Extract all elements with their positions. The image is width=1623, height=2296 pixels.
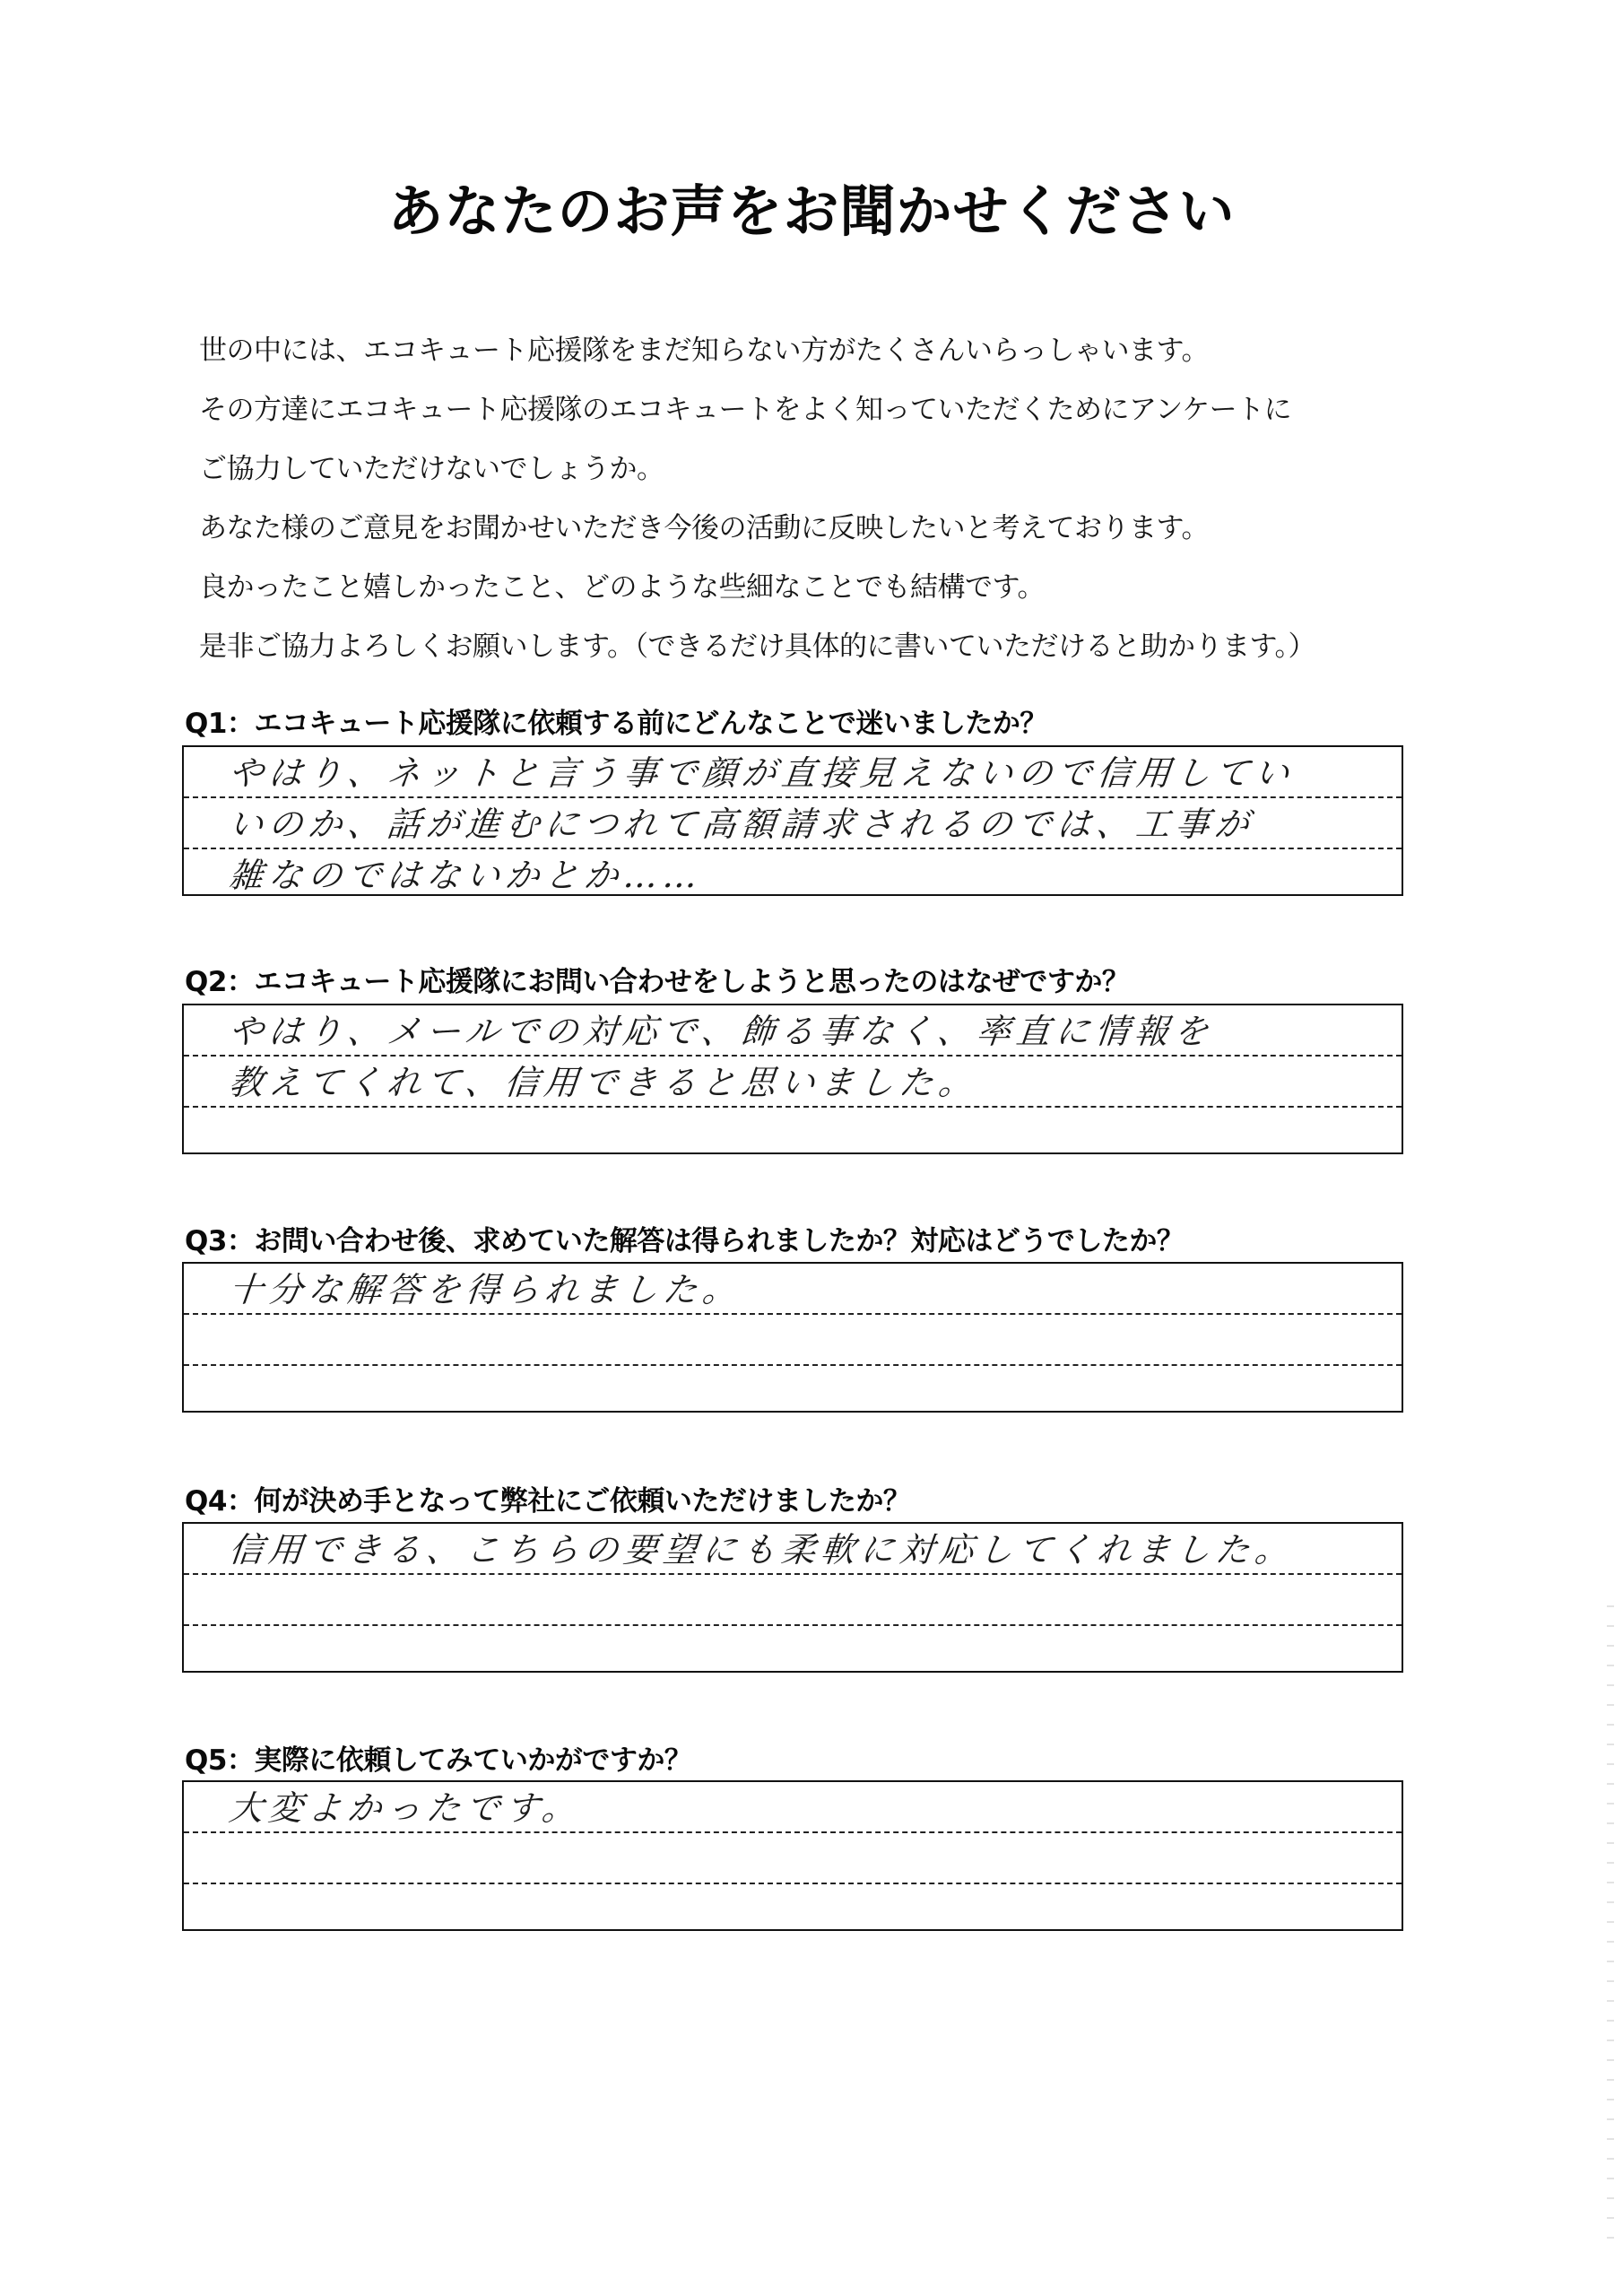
page-title: あなたのお声をお聞かせください — [387, 178, 1236, 244]
scan-edge-marks — [1607, 1596, 1614, 2242]
answer-box[interactable] — [182, 745, 1403, 896]
answer-row — [184, 1366, 1402, 1415]
answer-row — [184, 1626, 1402, 1675]
intro-line: その方達にエコキュート応援隊のエコキュートをよく知っていただくためにアンケートに — [199, 394, 1292, 426]
question-label: Q2：エコキュート応援隊にお問い合わせをしようと思ったのはなぜですか？ — [185, 966, 1130, 998]
handwritten-answer: 雑なのではないかとか…… — [227, 856, 705, 895]
answer-row — [184, 1264, 1402, 1315]
handwritten-answer: 教えてくれて、信用できると思いました。 — [227, 1063, 981, 1102]
answer-row — [184, 1884, 1402, 1934]
question-label: Q4：何が決め手となって弊社にご依頼いただけましたか？ — [185, 1485, 911, 1518]
handwritten-answer: いのか、話が進むにつれて高額請求されるのでは、工事が — [227, 804, 1257, 844]
handwritten-answer: やはり、ネットと言う事で顔が直接見えないので信用してい — [227, 753, 1297, 793]
answer-row — [184, 849, 1402, 899]
intro-line: ご協力していただけないでしょうか。 — [199, 453, 664, 485]
answer-row — [184, 1782, 1402, 1833]
question-label: Q1：エコキュート応援隊に依頼する前にどんなことで迷いましたか？ — [185, 708, 1047, 740]
answer-row — [184, 798, 1402, 849]
intro-line: 是非ご協力よろしくお願いします。（できるだけ具体的に書いていただけると助かります。） — [199, 631, 1316, 663]
answer-row — [184, 1524, 1402, 1575]
intro-line: あなた様のご意見をお聞かせいただき今後の活動に反映したいと考えております。 — [199, 512, 1210, 544]
answer-row — [184, 1057, 1402, 1108]
handwritten-answer: 大変よかったです。 — [227, 1788, 584, 1828]
answer-box[interactable] — [182, 1262, 1403, 1413]
answer-row — [184, 1833, 1402, 1884]
handwritten-answer: 十分な解答を得られました。 — [227, 1270, 744, 1309]
question-label: Q3：お問い合わせ後、求めていた解答は得られましたか？対応はどうでしたか？ — [185, 1225, 1185, 1257]
answer-row — [184, 1108, 1402, 1157]
intro-line: 良かったこと嬉しかったこと、どのような些細なことでも結構です。 — [199, 571, 1046, 604]
answer-row — [184, 747, 1402, 798]
handwritten-answer: 信用できる、こちらの要望にも柔軟に対応してくれました。 — [227, 1530, 1297, 1570]
answer-row — [184, 1575, 1402, 1626]
answer-box[interactable] — [182, 1780, 1403, 1931]
intro-line: 世の中には、エコキュート応援隊をまだ知らない方がたくさんいらっしゃいます。 — [199, 335, 1210, 367]
answer-box[interactable] — [182, 1004, 1403, 1154]
answer-row — [184, 1005, 1402, 1057]
answer-box[interactable] — [182, 1522, 1403, 1673]
answer-row — [184, 1315, 1402, 1366]
handwritten-answer: やはり、メールでの対応で、飾る事なく、率直に情報を — [227, 1012, 1216, 1051]
intro-paragraph — [199, 321, 1454, 676]
question-label: Q5：実際に依頼してみていかがですか？ — [185, 1744, 692, 1777]
